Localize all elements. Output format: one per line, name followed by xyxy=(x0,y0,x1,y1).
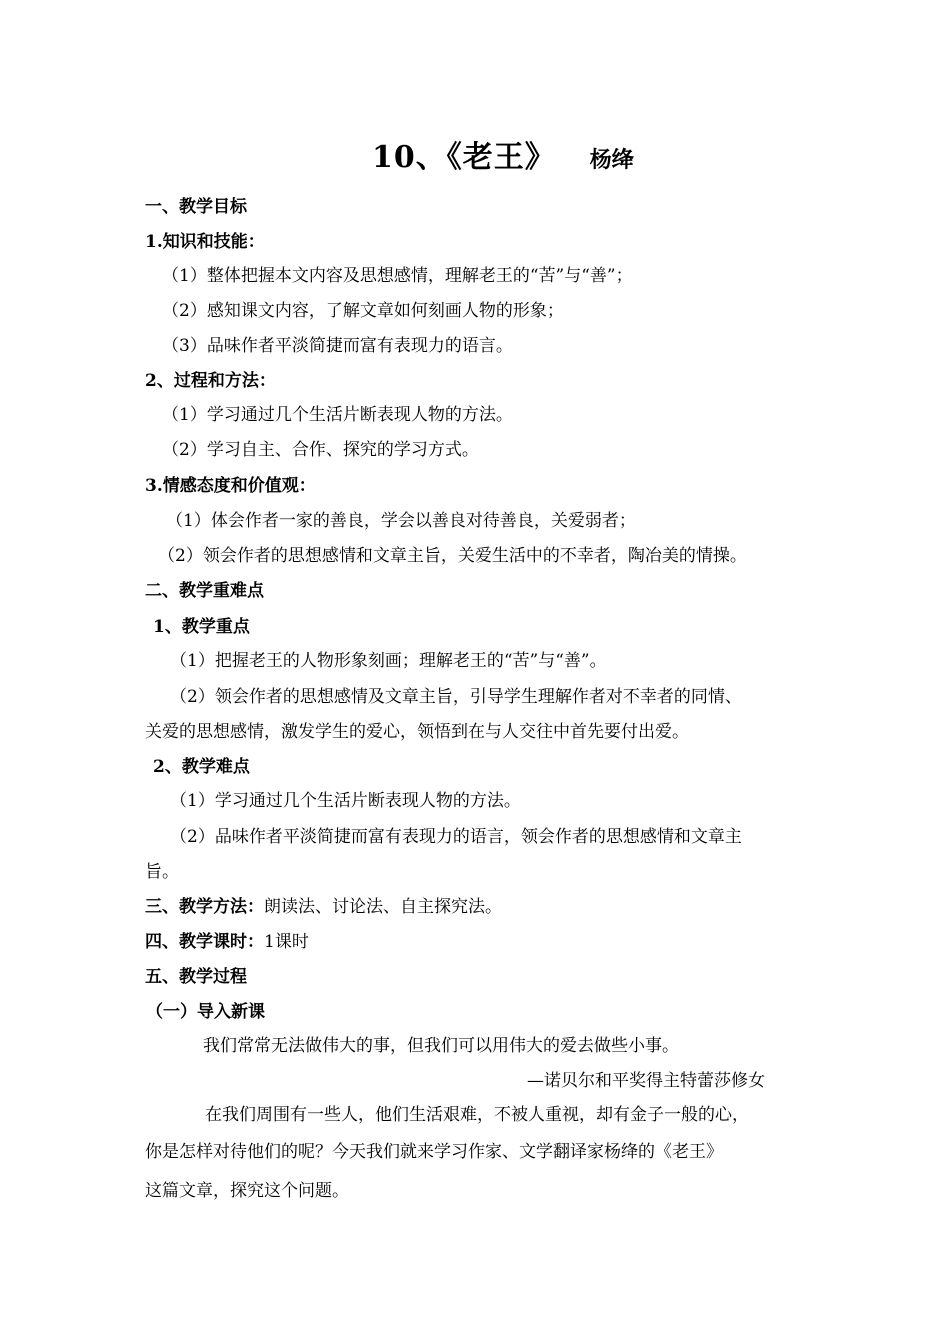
section-heading-objectives: 一、教学目标 xyxy=(145,197,247,217)
document-title xyxy=(372,132,634,176)
emotion-item-2: （2）领会作者的思想感情和文章主旨，关爱生活中的不幸者，陶冶美的情操。 xyxy=(158,546,747,566)
knowledge-item-2: （2）感知课文内容，了解文章如何刻画人物的形象； xyxy=(162,301,564,321)
intro-quote: 我们常常无法做伟大的事，但我们可以用伟大的爱去做些小事。 xyxy=(203,1036,679,1056)
difficulty-item-2-cont: 旨。 xyxy=(145,862,179,882)
teaching-methods xyxy=(145,896,502,918)
subheading-process-methods: 2、过程和方法： xyxy=(145,371,276,391)
section-heading-key-points: 二、教学重难点 xyxy=(145,581,264,601)
title-author: 杨绛 xyxy=(589,147,634,173)
subheading-knowledge-skills: 1.知识和技能： xyxy=(145,232,265,252)
process-item-2: （2）学习自主、合作、探究的学习方式。 xyxy=(162,440,479,460)
teaching-hours xyxy=(145,931,309,953)
subheading-introduction: （一）导入新课 xyxy=(146,1002,265,1022)
intro-paragraph-line-2: 你是怎样对待他们的呢？今天我们就来学习作家、文学翻译家杨绛的《老王》 xyxy=(145,1142,723,1162)
intro-paragraph-line-1: 在我们周围有一些人，他们生活艰难，不被人重视，却有金子一般的心， xyxy=(205,1105,749,1125)
difficulty-item-1: （1）学习通过几个生活片断表现人物的方法。 xyxy=(170,791,521,811)
title-main: 10、《老王》 xyxy=(372,140,556,175)
section-heading-process: 五、教学过程 xyxy=(145,967,247,987)
teaching-methods-value: 朗读法、讨论法、自主探究法。 xyxy=(264,897,502,917)
focus-item-1: （1）把握老王的人物形象刻画；理解老王的“苦”与“善”。 xyxy=(170,651,607,671)
emotion-item-1: （1）体会作者一家的善良，学会以善良对待善良，关爱弱者； xyxy=(166,511,636,531)
intro-paragraph-line-3: 这篇文章，探究这个问题。 xyxy=(145,1181,349,1201)
focus-item-2: （2）领会作者的思想感情及文章主旨，引导学生理解作者对不幸者的同情、 xyxy=(170,687,742,707)
subheading-difficulty: 2、教学难点 xyxy=(153,757,250,777)
subheading-focus: 1、教学重点 xyxy=(153,617,250,637)
difficulty-item-2: （2）品味作者平淡简捷而富有表现力的语言，领会作者的思想感情和文章主 xyxy=(170,827,742,847)
teaching-hours-label: 四、教学课时： xyxy=(145,932,264,952)
focus-item-2-cont: 关爱的思想感情，激发学生的爱心，领悟到在与人交往中首先要付出爱。 xyxy=(145,722,689,742)
knowledge-item-3: （3）品味作者平淡简捷而富有表现力的语言。 xyxy=(162,336,513,356)
intro-quote-source: —诺贝尔和平奖得主特蕾莎修女 xyxy=(527,1071,765,1091)
teaching-methods-label: 三、教学方法： xyxy=(145,897,264,917)
knowledge-item-1: （1）整体把握本文内容及思想感情，理解老王的“苦”与“善”； xyxy=(162,266,633,286)
teaching-hours-value: 1课时 xyxy=(264,932,309,952)
subheading-emotion-values: 3.情感态度和价值观： xyxy=(145,476,316,496)
process-item-1: （1）学习通过几个生活片断表现人物的方法。 xyxy=(162,405,513,425)
